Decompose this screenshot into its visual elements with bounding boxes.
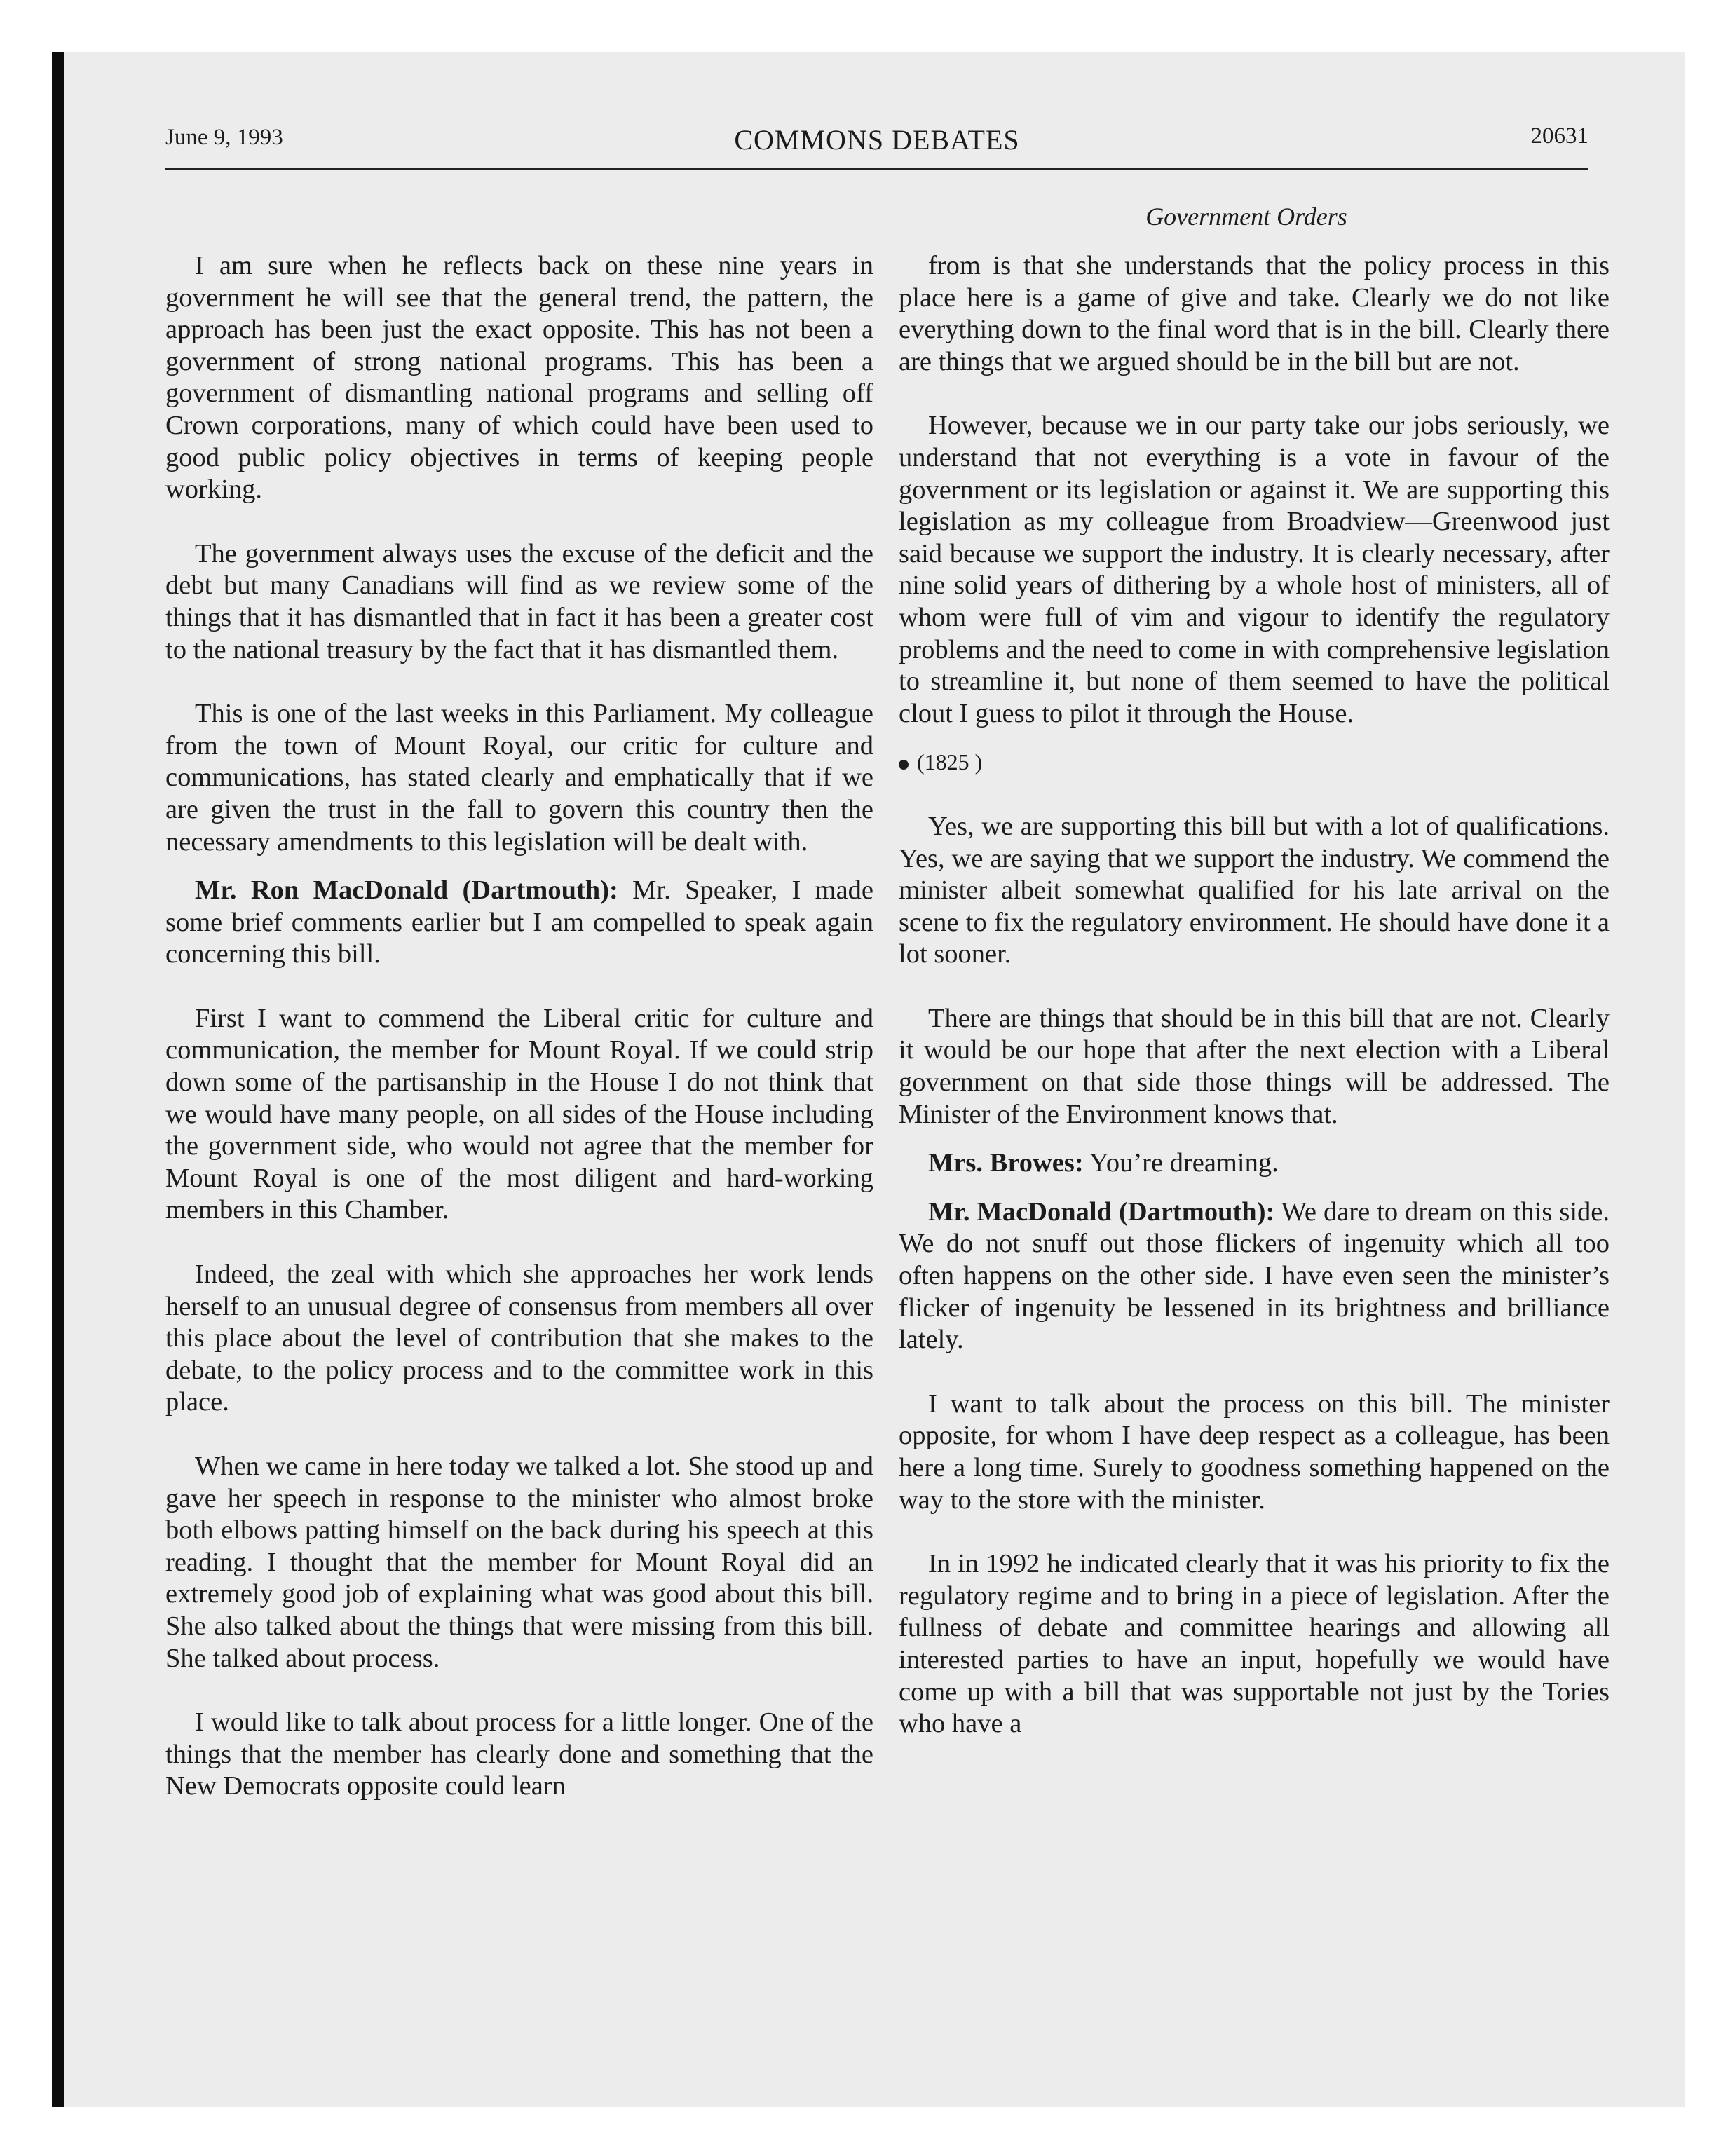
- speech-text: You’re dreaming.: [1083, 1148, 1279, 1178]
- paragraph: When we came in here today we talked a lot. She stood up and gave her speech in response to the minister who almost broke both elbows patting himself on the back during his speech at this reading. I thought that the member for Mount Royal did an extremely good job of explaining what was good about this bill. She also talked about the things that were missing from this bill. She talked about process.: [165, 1452, 873, 1673]
- right-column: [899, 250, 1610, 1773]
- speech-text: We dare to dream on this side. We do not snuff out those flickers of ingenuity which all too often happens on the other side. I have even seen the minister’s flicker of ingenuity be lessened in its brightness and brilliance lately.: [899, 1196, 1610, 1355]
- header-rule: [165, 168, 1588, 170]
- paragraph: However, because we in our party take our jobs seriously, we understand that not everything is a vote in favour of the government or its legislation or against it. We are supporting this legislation as my colleague from Broadview—Greenwood just said because we support the industry. It is clearly necessary, after nine solid years of dithering by a whole host of ministers, all of whom were full of vim and vigour to identify the regulatory problems and the need to come in with comprehensive legislation to streamline it, but none of them seemed to have the political clout I guess to pilot it through the House.: [899, 411, 1610, 728]
- speech-paragraph: [899, 1147, 1610, 1180]
- paragraph: The government always uses the excuse of the deficit and the debt but many Canadians will find as we review some of the things that it has dismantled that in fact it has been a greater cost to the national treasury by the fact that it has dismantled them.: [165, 538, 873, 664]
- paragraph: In in 1992 he indicated clearly that it was his priority to fix the regulatory regime and to bring in a piece of legislation. After the fullness of debate and committee hearings and allowing all interested parties to have an input, hopefully we would have come up with a bill that was supportable not just by the Tories who have a: [899, 1549, 1610, 1739]
- speaker-name: Mr. Ron MacDonald (Dartmouth):: [195, 875, 618, 906]
- paragraph: I want to talk about the process on this bill. The minister opposite, for whom I have deep respect as a colleague, has been here a long time. Surely to goodness something happened on the way to the store with the minister.: [899, 1389, 1610, 1515]
- page-number: 20631: [1530, 123, 1588, 149]
- speaker-name: Mr. MacDonald (Dartmouth):: [928, 1196, 1275, 1227]
- left-column: [165, 250, 873, 1835]
- page-header: [165, 123, 1588, 165]
- paragraph: This is one of the last weeks in this Parliament. My colleague from the town of Mount Royal, our critic for culture and communications, has stated clearly and emphatically that if we are given the trust in the fall to govern this country then the necessary amendments to this legislation will be dealt with.: [165, 699, 873, 857]
- paragraph: First I want to commend the Liberal critic for culture and communication, the member for Mount Royal. If we could strip down some of the partisanship in the House I do not think that we would have many people, on all sides of the House including the government side, who would not agree that the member for Mount Royal is one of the most diligent and hard-working members in this Chamber.: [165, 1003, 873, 1225]
- time-marker: [899, 746, 1610, 779]
- paragraph: from is that she understands that the policy process in this place here is a game of give and take. Clearly we do not like everything down to the final word that is in the bill. Clearly there are things that we argued should be in the bill but are not.: [899, 251, 1610, 376]
- bullet-icon: [899, 760, 909, 770]
- header-date: June 9, 1993: [165, 125, 283, 150]
- paragraph: I am sure when he reflects back on these nine years in government he will see that the general trend, the pattern, the approach has been just the exact opposite. This has not been a government of strong national programs. This has been a government of dismantling national programs and selling off Crown corporations, many of which could have been used to good public policy objectives in terms of keeping people working.: [165, 251, 873, 505]
- paragraph: There are things that should be in this bill that are not. Clearly it would be our hope that after the next election with a Liberal government on that side those things will be addressed. The Minister of the Environment knows that.: [899, 1003, 1610, 1129]
- paragraph: Yes, we are supporting this bill but with a lot of qualifications. Yes, we are saying that we support the industry. We commend the minister albeit somewhat qualified for his late arrival on the scene to fix the regulatory environment. He should have done it a lot sooner.: [899, 811, 1610, 969]
- section-label: Government Orders: [1145, 203, 1347, 231]
- header-title: COMMONS DEBATES: [734, 124, 1020, 156]
- paragraph: I would like to talk about process for a little longer. One of the things that the member has clearly done and something that the New Democrats opposite could learn: [165, 1707, 873, 1801]
- speaker-name: Mrs. Browes:: [928, 1148, 1084, 1178]
- paragraph: Indeed, the zeal with which she approaches her work lends herself to an unusual degree of consensus from members all over this place about the level of contribution that she makes to the debate, to the policy process and to the committee work in this place.: [165, 1260, 873, 1417]
- time-marker-text: (1825 ): [917, 749, 983, 775]
- speech-text: Mr. Speaker, I made some brief comments earlier but I am compelled to speak again concerning this bill.: [165, 875, 873, 969]
- speech-paragraph: [899, 1196, 1610, 1356]
- speech-paragraph: [165, 875, 873, 971]
- binding-edge: [52, 52, 64, 2107]
